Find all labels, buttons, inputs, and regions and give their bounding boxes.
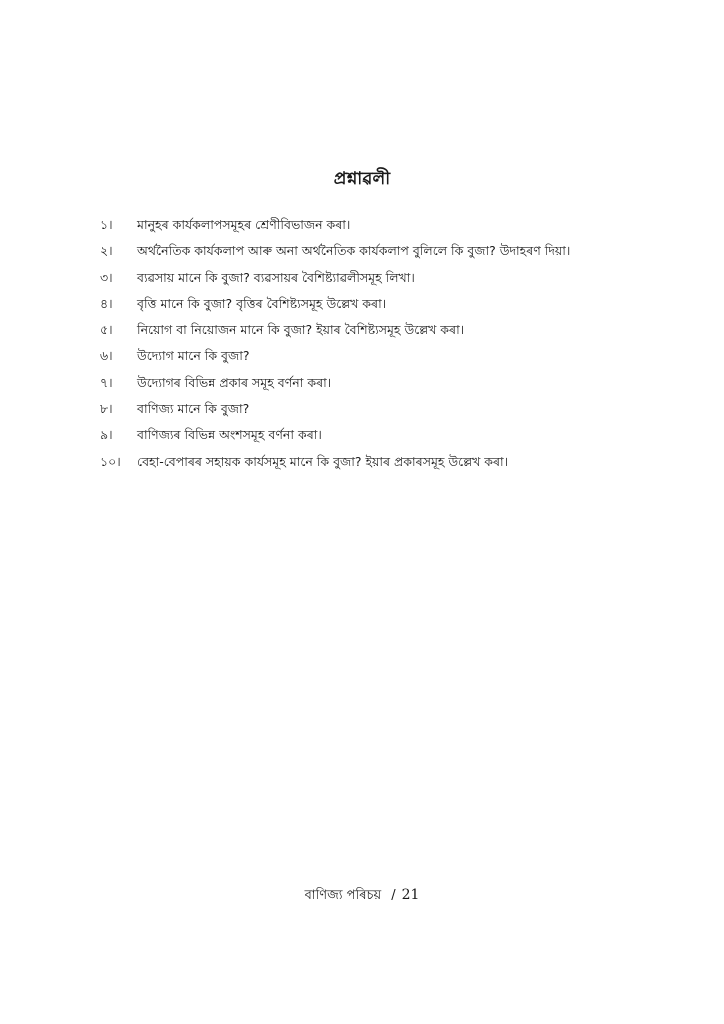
- question-item: [100, 322, 700, 348]
- question-number: ৩।: [100, 269, 113, 285]
- question-number: ১।: [100, 217, 113, 232]
- question-text: অৰ্থনৈতিক কাৰ্যকলাপ আৰু অনা অৰ্থনৈতিক কাৰ্যকলাপ বুলিলে কি বুজা? উদাহৰণ দিয়া।: [137, 243, 571, 259]
- question-text: উদ্যোগ মানে কি বুজা?: [137, 348, 250, 364]
- question-item: [100, 348, 700, 374]
- question-number: ৮।: [100, 401, 113, 417]
- question-text: বাণিজ্যৰ বিভিন্ন অংশসমূহ বৰ্ণনা কৰা।: [137, 427, 322, 443]
- question-number: ৭।: [100, 374, 113, 390]
- question-text: বৃত্তি মানে কি বুজা? বৃত্তিৰ বৈশিষ্ট্যসমূহ উল্লেখ কৰা।: [137, 295, 387, 311]
- question-item: [100, 375, 700, 401]
- footer-book-title: বাণিজ্য পৰিচয়: [304, 888, 382, 903]
- question-item: [100, 270, 700, 296]
- question-number: ২।: [100, 243, 113, 259]
- question-text: মানুহৰ কাৰ্যকলাপসমূহৰ শ্ৰেণীবিভাজন কৰা।: [137, 217, 351, 232]
- question-text: বেহা-বেপাৰৰ সহায়ক কাৰ্যসমূহ মানে কি বুজা? ইয়াৰ প্ৰকাৰসমূহ উল্লেখ কৰা।: [137, 453, 509, 469]
- question-text: উদ্যোগৰ বিভিন্ন প্ৰকাৰ সমূহ বৰ্ণনা কৰা।: [137, 374, 332, 390]
- question-text: ব্যৱসায় মানে কি বুজা? ব্যৱসায়ৰ বৈশিষ্ট্যাৱলীসমূহ লিখা।: [137, 269, 415, 285]
- footer-separator: /: [391, 888, 396, 903]
- page-title: প্রশ্নাৱলী: [333, 169, 391, 189]
- question-number: ৬।: [100, 348, 113, 364]
- question-item: [100, 427, 700, 453]
- question-item: [100, 454, 700, 480]
- question-item: [100, 296, 700, 322]
- question-number: ৫।: [100, 322, 113, 338]
- question-number: ৪।: [100, 295, 113, 311]
- question-number: ৯।: [100, 427, 113, 443]
- question-text: বাণিজ্য মানে কি বুজা?: [137, 401, 250, 417]
- page-number: 21: [401, 887, 420, 903]
- question-item: [100, 217, 700, 243]
- question-item: [100, 401, 700, 427]
- question-list: [100, 217, 700, 480]
- page-footer: [0, 886, 724, 907]
- question-text: নিয়োগ বা নিয়োজন মানে কি বুজা? ইয়াৰ বৈশিষ্ট্যসমূহ উল্লেখ কৰা।: [137, 322, 465, 338]
- question-item: [100, 243, 700, 269]
- question-number: ১০।: [100, 453, 121, 469]
